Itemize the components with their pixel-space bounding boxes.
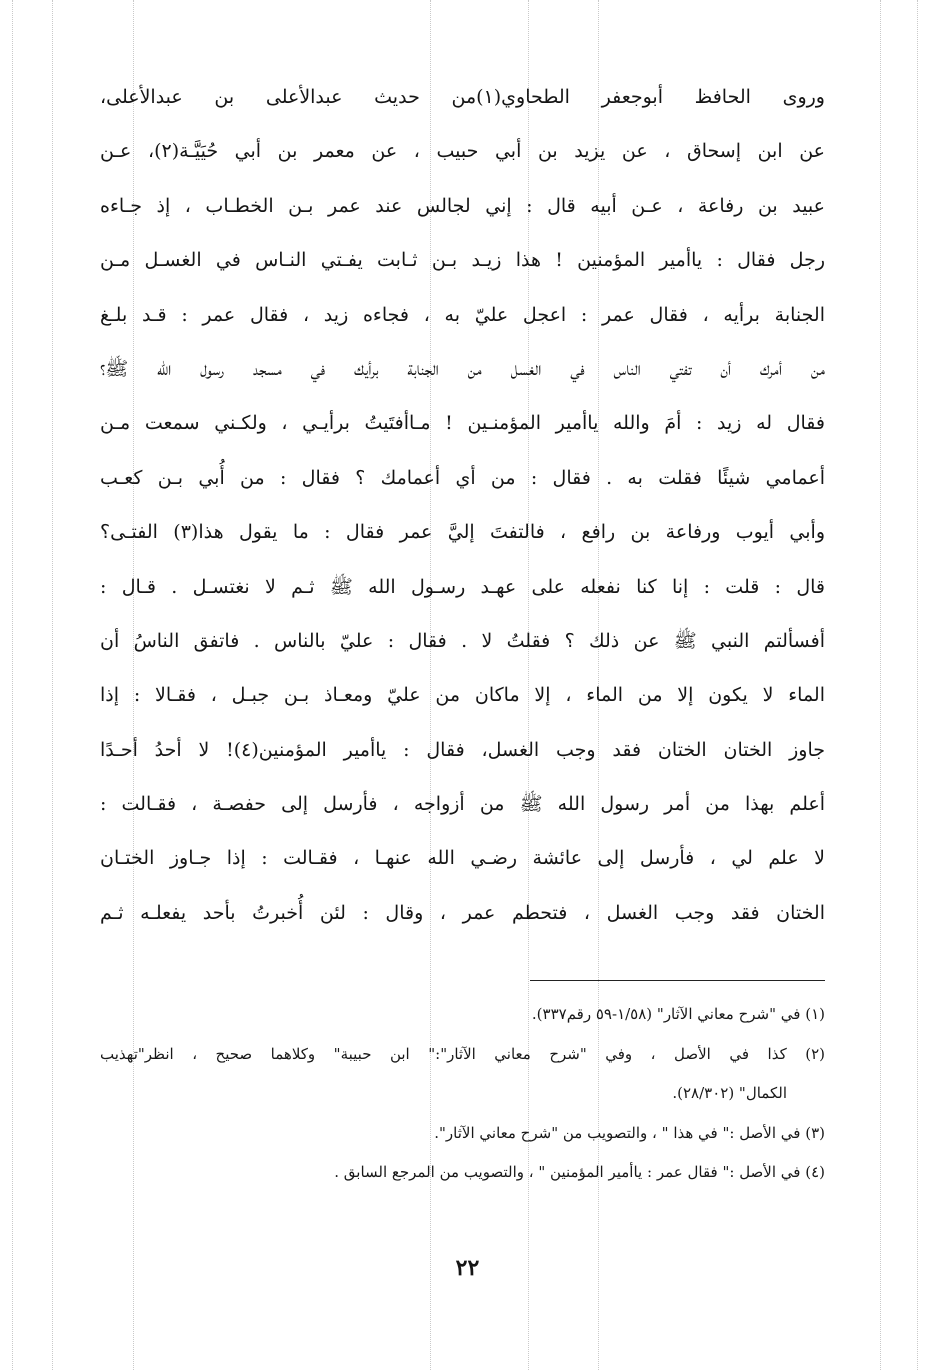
footnotes-block: [100, 995, 825, 1193]
scan-artifact-line: [12, 0, 13, 1370]
text-line: فقال له زيد : أمَ والله ياأمير المؤمنـين ! مـاأفتَيتُ برأيـي ، ولكـني سمعت مـن: [100, 412, 825, 435]
text-line: أفسألتم النبي ﷺ عن ذلك ؟ فقلتُ لا . فقال : عليّ بالناس . فاتفق الناسُ أن: [100, 629, 825, 652]
text-line: رجل فقال : ياأمير المؤمنين ! هذا زيـد بـن ثـابت يفـتي النـاس في الغسـل مـن: [100, 249, 825, 272]
text-line: الجنابة برأيه ، فقال عمر : اعجل عليّ به ، فجاءه زيد ، فقال عمر : قـد بلـغ: [100, 303, 825, 326]
text-line: قال : قلت : إنا كنا نفعله على عهـد رسـول الله ﷺ ثـم لا نغتسـل . قـال :: [100, 575, 825, 598]
scan-artifact-line: [52, 0, 53, 1370]
text-line: أعلم بهذا من أمر رسول الله ﷺ من أزواجه ، فأرسل إلى حفصـة ، فقـالت :: [100, 793, 825, 816]
footnote-4: (٤) في الأصل :" فقال عمر : ياأمير المؤمنين " ، والتصويب من المرجع السابق .: [334, 1163, 825, 1181]
text-line: أعمامي شيئًا فقلت به . فقال : من أي أعمامك ؟ فقال : من أُبي بـن كعـب: [100, 466, 825, 489]
footnote-3: (٣) في الأصل :" في هذا " ، والتصويب من "شرح معاني الآثار".: [434, 1123, 825, 1142]
text-line: الختان فقد وجب الغسل ، فتحطم عمر ، وقال : لئن أُخبرتُ بأحد يفعلـه ثـم: [100, 901, 825, 924]
text-line: وأبي أيوب ورفاعة بن رافع ، فالتفتَ إليَّ عمر فقال : ما يقول هذا(٣) الفتـى؟: [100, 521, 825, 544]
scan-artifact-line: [917, 0, 918, 1370]
footnote-1: (١) في "شرح معاني الآثار" (١/٥٨-٥٩ رقم٣٣٧).: [531, 1005, 825, 1023]
main-text-block: [100, 70, 825, 940]
text-line: عبيد بن رفاعة ، عـن أبيه قال : إني لجالس عند عمر بـن الخطـاب ، إذ جـاءه: [100, 194, 825, 217]
text-line: من أمرك أن تفتي الناس في الغسل من الجنابة برأيك في مسجد رسول الله ﷺ؟: [100, 357, 825, 380]
scan-artifact-line: [880, 0, 881, 1370]
footnote-2-continuation: الكمال" (٢٨/٣٠٢).: [672, 1084, 787, 1102]
text-line: عن ابن إسحاق ، عن يزيد بن أبي حبيب ، عن معمر بن أبي حُيَيَّـة(٢)، عـن: [100, 140, 825, 163]
page-number: ٢٢: [455, 1255, 480, 1281]
footnote-2: (٢) كذا في الأصل ، وفي "شرح معاني الآثار":" ابن حبيبة" وكلاهما صحيح ، انظر"تهذيب: [100, 1044, 825, 1063]
footnote-separator: [530, 980, 825, 981]
text-line: جاوز الختان الختان فقد وجب الغسل، فقال : ياأمير المؤمنين(٤)! لا أحدُ أحـدًا: [100, 738, 825, 761]
text-line: لا علم لي ، فأرسل إلى عائشة رضـي الله عنهـا ، فقـالت : إذا جـاوز الختـان: [100, 847, 825, 870]
text-line: الماء لا يكون إلا من الماء ، إلا ماكان من عليّ ومعـاذ بـن جبـل ، فقـالا : إذا: [100, 684, 825, 707]
text-line: وروى الحافظ أبوجعفر الطحاوي(١)من حديث عبدالأعلى بن عبدالأعلى،: [100, 86, 825, 108]
